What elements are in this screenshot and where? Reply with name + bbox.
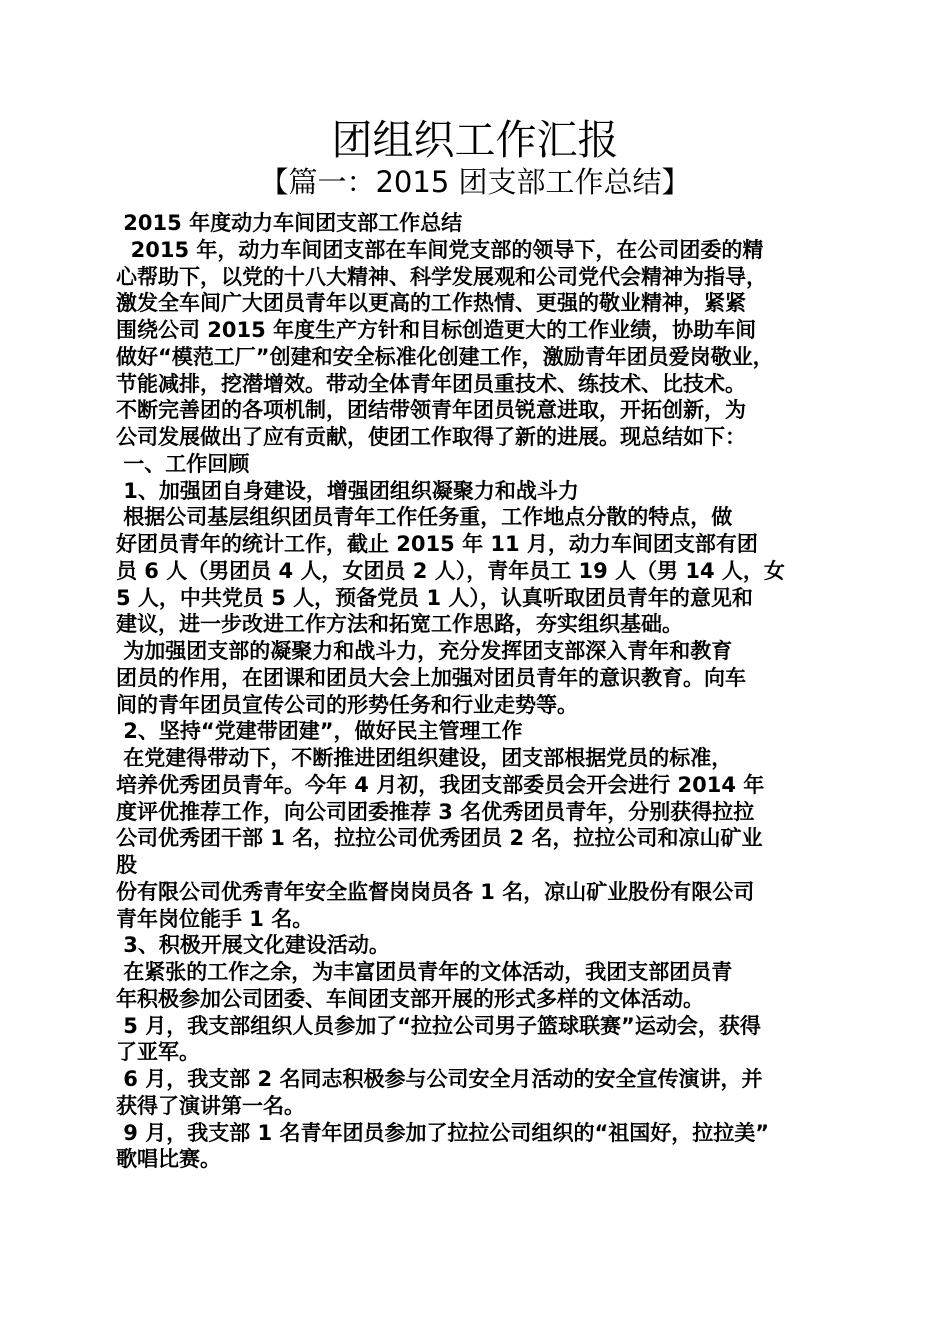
body-line: 激发全车间广大团员青年以更高的工作热情、更强的敬业精神，紧紧 bbox=[116, 291, 746, 316]
document-title: 团组织工作汇报 bbox=[331, 116, 619, 164]
body-line: 6 月，我支部 2 名同志积极参与公司安全月活动的安全宣传演讲，并 bbox=[116, 1067, 763, 1091]
body-line: 培养优秀团员青年。今年 4 月初，我团支部委员会开会进行 2014 年 bbox=[116, 772, 765, 797]
body-line: 好团员青年的统计工作，截止 2015 年 11 月，动力车间团支部有团 bbox=[116, 532, 758, 556]
body-line: 份有限公司优秀青年安全监督岗岗员各 1 名，凉山矿业股份有限公司 bbox=[116, 879, 755, 904]
body-line: 一、工作回顾 bbox=[116, 451, 250, 476]
body-line: 不断完善团的各项机制，团结带领青年团员锐意进取，开拓创新，为 bbox=[116, 398, 746, 423]
body-line: 在紧张的工作之余，为丰富团员青年的文体活动，我团支部团员青 bbox=[116, 960, 733, 984]
document-subtitle: 【篇一：2015 团支部工作总结】 bbox=[259, 165, 691, 199]
body-line: 公司发展做出了应有贡献，使团工作取得了新的进展。现总结如下： bbox=[116, 425, 746, 449]
body-line: 在党建得带动下，不断推进团组织建设，团支部根据党员的标准， bbox=[116, 746, 733, 770]
body-line: 歌唱比赛。 bbox=[116, 1147, 221, 1172]
body-line: 3、积极开展文化建设活动。 bbox=[116, 933, 390, 958]
body-line: 9 月，我支部 1 名青年团员参加了拉拉公司组织的“祖国好，拉拉美” bbox=[116, 1120, 770, 1145]
body-line: 1、加强团自身建设，增强团组织凝聚力和战斗力 bbox=[116, 478, 579, 503]
body-line: 2015 年，动力车间团支部在车间党支部的领导下，在公司团委的精 bbox=[116, 237, 764, 262]
body-line: 度评优推荐工作，向公司团委推荐 3 名优秀团员青年，分别获得拉拉 bbox=[116, 799, 755, 824]
body-line: 为加强团支部的凝聚力和战斗力，充分发挥团支部深入青年和教育 bbox=[116, 639, 733, 663]
body-line: 青年岗位能手 1 名。 bbox=[116, 906, 314, 931]
body-line: 节能减排，挖潜增效。带动全体青年团员重技术、练技术、比技术。 bbox=[116, 371, 746, 396]
document-body bbox=[116, 210, 856, 1173]
body-line: 围绕公司 2015 年度生产方针和目标创造更大的工作业绩，协助车间 bbox=[116, 318, 757, 342]
body-line: 2015 年度动力车间团支部工作总结 bbox=[116, 211, 463, 235]
body-line: 5 月，我支部组织人员参加了“拉拉公司男子篮球联赛”运动会，获得 bbox=[116, 1013, 761, 1038]
body-line: 获得了演讲第一名。 bbox=[116, 1093, 305, 1118]
body-line: 了亚军。 bbox=[116, 1040, 200, 1065]
body-line: 年积极参加公司团委、车间团支部开展的形式多样的文体活动。 bbox=[116, 986, 704, 1011]
body-line: 2、坚持“党建带团建”，做好民主管理工作 bbox=[116, 719, 523, 744]
body-line: 5 人，中共党员 5 人，预备党员 1 人），认真听取团员青年的意见和 bbox=[116, 585, 753, 610]
body-line: 间的青年团员宣传公司的形势任务和行业走势等。 bbox=[116, 692, 578, 717]
body-line: 心帮助下，以党的十八大精神、科学发展观和公司党代会精神为指导， bbox=[116, 264, 767, 289]
body-line: 根据公司基层组织团员青年工作任务重，工作地点分散的特点，做 bbox=[116, 505, 733, 530]
body-line: 公司优秀团干部 1 名，拉拉公司优秀团员 2 名，拉拉公司和凉山矿业 bbox=[116, 826, 763, 851]
body-line: 员 6 人（男团员 4 人，女团员 2 人），青年员工 19 人（男 14 人，女 bbox=[116, 558, 785, 583]
body-line: 建议，进一步改进工作方法和拓宽工作思路，夯实组织基础。 bbox=[116, 612, 683, 637]
body-line: 团员的作用，在团课和团员大会上加强对团员青年的意识教育。向车 bbox=[116, 665, 746, 690]
body-line: 做好“模范工厂”创建和安全标准化创建工作，激励青年团员爱岗敬业， bbox=[116, 344, 774, 369]
body-line: 股 bbox=[116, 853, 137, 877]
